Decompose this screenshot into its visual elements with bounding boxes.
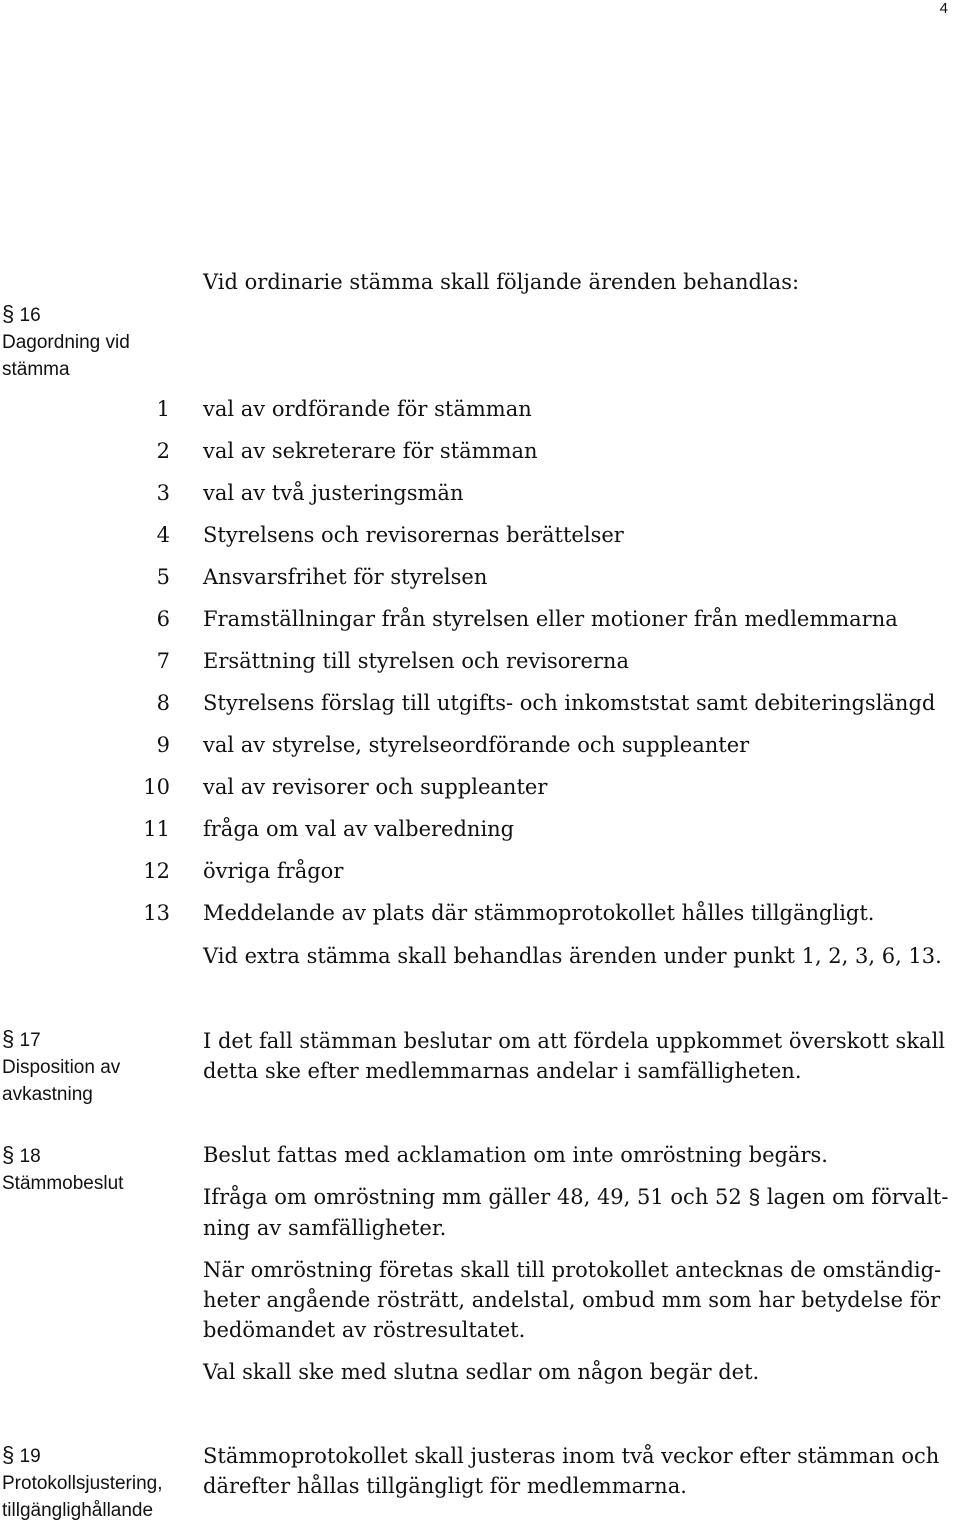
agenda-item-text: val av två justeringsmän [203, 481, 464, 505]
agenda-item-text: Styrelsens och revisorernas berättelser [203, 523, 624, 547]
agenda-item [0, 856, 960, 898]
agenda-item-text: val av ordförande för stämman [203, 397, 532, 421]
agenda-item-text: val av sekreterare för stämman [203, 439, 538, 463]
section-sign: § [748, 1186, 761, 1209]
section-number: 16 [19, 305, 41, 326]
section-sign: § [2, 301, 15, 326]
section-18-heading [2, 1141, 182, 1197]
agenda-item-text: Ansvarsfrihet för styrelsen [203, 565, 488, 589]
agenda-item-number: 10 [143, 775, 170, 799]
section-title: Dagordning vid [2, 332, 130, 353]
agenda-item [0, 436, 960, 478]
agenda-item [0, 478, 960, 520]
section-17-heading [2, 1025, 182, 1108]
agenda-item-number: 12 [143, 859, 170, 883]
agenda-item-text: fråga om val av valberedning [203, 817, 515, 841]
paragraph-line [203, 1182, 948, 1213]
paragraph-line: bedömandet av röstresultatet. [203, 1318, 526, 1342]
extra-meeting-note: Vid extra stämma skall behandlas ärenden under punkt 1, 2, 3, 6, 13. [203, 944, 942, 968]
agenda-item [0, 646, 960, 688]
page-number: 4 [939, 0, 948, 17]
agenda-item-text: Ersättning till styrelsen och revisorerna [203, 649, 629, 673]
agenda-item-number: 4 [156, 523, 170, 547]
text-run: lagen om förvalt- [766, 1185, 949, 1209]
paragraph-line: ning av samfälligheter. [203, 1216, 447, 1240]
agenda-item-text: Framställningar från styrelsen eller motioner från medlemmarna [203, 607, 898, 631]
agenda-list [0, 394, 960, 940]
agenda-item-number: 13 [143, 901, 170, 925]
paragraph [203, 1182, 948, 1243]
agenda-item-text: val av revisorer och suppleanter [203, 775, 548, 799]
section-sign: § [2, 1442, 15, 1467]
paragraph-line: När omröstning företas skall till protokollet antecknas de omständig- [203, 1258, 942, 1282]
agenda-intro: Vid ordinarie stämma skall följande ärenden behandlas: [203, 270, 800, 294]
paragraph-line: detta ske efter medlemmarnas andelar i samfälligheten. [203, 1059, 802, 1083]
agenda-item [0, 814, 960, 856]
agenda-item-number: 9 [156, 733, 170, 757]
agenda-item-text: Styrelsens förslag till utgifts- och inkomststat samt debiteringslängd [203, 691, 936, 715]
section-19-text [203, 1441, 948, 1501]
paragraph-line: I det fall stämman beslutar om att fördela uppkommet överskott skall [203, 1029, 946, 1053]
paragraph: Beslut fattas med acklamation om inte omröstning begärs. [203, 1143, 828, 1167]
agenda-item [0, 898, 960, 940]
agenda-item [0, 520, 960, 562]
section-19-heading [2, 1441, 182, 1524]
section-sign: § [2, 1026, 15, 1051]
agenda-item-number: 6 [156, 607, 170, 631]
agenda-item-text: övriga frågor [203, 859, 344, 883]
agenda-item-number: 2 [156, 439, 170, 463]
agenda-item-number: 1 [156, 397, 170, 421]
section-title: Stämmobeslut [2, 1173, 124, 1194]
section-title: Disposition av [2, 1057, 121, 1078]
section-16-heading [2, 300, 182, 383]
section-17-text [203, 1026, 948, 1086]
paragraph: Val skall ske med slutna sedlar om någon begär det. [203, 1360, 760, 1384]
section-title: Protokollsjustering, [2, 1473, 163, 1494]
agenda-item [0, 394, 960, 436]
agenda-item-text: Meddelande av plats där stämmoprotokollet hålles tillgängligt. [203, 901, 875, 925]
agenda-item [0, 730, 960, 772]
agenda-item-number: 11 [143, 817, 170, 841]
agenda-item-number: 3 [156, 481, 170, 505]
section-title: stämma [2, 359, 70, 380]
agenda-item-number: 8 [156, 691, 170, 715]
agenda-item-text: val av styrelse, styrelseordförande och suppleanter [203, 733, 750, 757]
paragraph-line: därefter hållas tillgängligt för medlemmarna. [203, 1474, 687, 1498]
agenda-item [0, 772, 960, 814]
paragraph-line: heter angående rösträtt, andelstal, ombud mm som har betydelse för [203, 1288, 941, 1312]
section-number: 18 [19, 1146, 41, 1167]
section-sign: § [2, 1142, 15, 1167]
agenda-item [0, 688, 960, 730]
agenda-item [0, 562, 960, 604]
paragraph [203, 1255, 948, 1345]
paragraph-line: Stämmoprotokollet skall justeras inom två veckor efter stämman och [203, 1444, 940, 1468]
text-run: Ifråga om omröstning mm gäller 48, 49, 51 och 52 [203, 1185, 742, 1209]
section-number: 17 [19, 1030, 41, 1051]
section-title: tillgänglighållande [2, 1500, 154, 1521]
section-number: 19 [19, 1446, 41, 1467]
agenda-item [0, 604, 960, 646]
section-title: avkastning [2, 1084, 93, 1105]
agenda-item-number: 7 [156, 649, 170, 673]
agenda-item-number: 5 [156, 565, 170, 589]
